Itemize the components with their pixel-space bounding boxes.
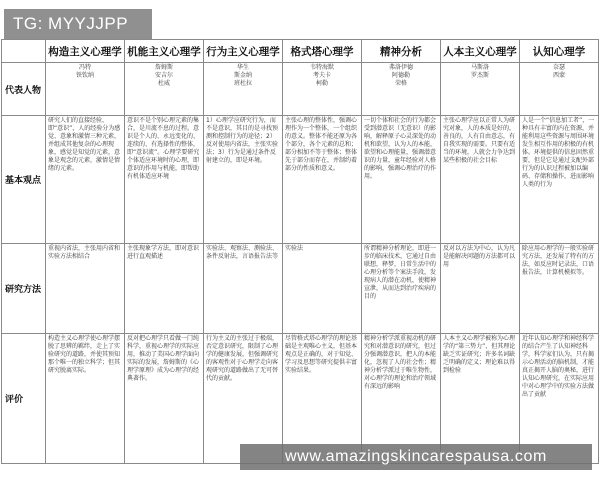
views-cell: 意识不是个别心理元素的集合，是川流不息的过程。意识是个人的、永远变化的、连续的、有选择性的整体，即“意识流”。心理学要研究个体适应环境时的心理，即意识的作用与机能，即帮助有机体适应环境: [125, 116, 204, 244]
people-cell: [441, 63, 520, 116]
eval-cell: 构造主义心理学使心理学摆脱了思辨的羁绊，走上了实验研究的道路，并使其预知那个唯一的独立科学；但其研究脱离实际。: [46, 334, 125, 464]
people-cell: [46, 63, 125, 116]
eval-cell: 精神分析学派重视动机的研究和对潜意识的研究，但过分强调潜意识，把人的本能化，忽视了人的社会性；精神分析学派过于唯生物性，对心理学的理论和治疗领域有深远的影响: [362, 334, 441, 464]
people-cell: [204, 63, 283, 116]
methods-cell: 主张现象学方法，即对意识进行直观描述: [125, 244, 204, 334]
eval-cell: 人本主义心理学被称为心理学的“第三势力”，但其理论缺乏实证研究；许多名词缺乏明确的定义；理论难以得到检验: [441, 334, 520, 464]
person-name: 铁钦纳: [75, 72, 94, 79]
person-name: 奈瑟: [552, 64, 565, 71]
col-header: 精神分析: [362, 40, 441, 63]
views-row: [2, 116, 599, 244]
views-cell: 人是一个“信息加工者”，一种具有丰富的内在资源，并能利用这些资源与周围环境发生相互作用的积极的有机体。环境提供的信息固然重要，但是它是通过支配外部行为的认识过程被加以编码、存储和操作，进而影响人类的行为: [520, 116, 599, 244]
methods-cell: 实验法、观察法、测验法、条件反射法，言语报告法等: [204, 244, 283, 334]
person-name: 马斯洛: [470, 64, 489, 71]
row-label-views: 基本观点: [2, 116, 46, 244]
methods-cell: 反对以方法为中心，认为凡是能解决问题的方法都可以用: [441, 244, 520, 334]
corner-cell: [2, 40, 46, 63]
person-name: 考夫卡: [312, 72, 331, 79]
eval-cell: 行为主义的主张过于极端，否定意识研究，限制了心理学的健康发展，但强调研究的客观性对于心理学走向客观研究的道路做出了无可替代的贡献。: [204, 334, 283, 464]
methods-cell: 实验法: [283, 244, 362, 334]
person-name: 詹姆斯: [154, 64, 173, 71]
person-name: 冯特: [78, 64, 91, 71]
methods-row: [2, 244, 599, 334]
row-label-methods: 研究方法: [2, 244, 46, 334]
person-name: 柯勒: [315, 80, 328, 87]
eval-cell: 尽管格式塔心理学的理论基础是主观唯心主义，但基本观点是正确的，对于知觉、学习及思想等研究提供丰富实验结果。: [283, 334, 362, 464]
row-label-eval: 评价: [2, 334, 46, 464]
col-header: 格式塔心理学: [283, 40, 362, 63]
person-name: 西蒙: [552, 72, 565, 79]
person-name: 荣格: [394, 80, 407, 87]
person-name: 班杜拉: [233, 80, 252, 87]
methods-cell: 除应用心理学的一般实验研究方法，还发展了特有的方法，如反应时记录法，口语报告法，计算机模拟等。: [520, 244, 599, 334]
people-cell: [520, 63, 599, 116]
col-header: 认知心理学: [520, 40, 599, 63]
methods-cell: 重视内省法，主张用内省和实验方法相结合: [46, 244, 125, 334]
person-name: 华生: [236, 64, 249, 71]
watermark-top: TG: MYYJJPP: [4, 9, 152, 39]
person-name: 弗洛伊德: [388, 64, 413, 71]
person-name: 罗杰斯: [470, 72, 489, 79]
people-cell: [283, 63, 362, 116]
person-name: 杜威: [157, 80, 170, 87]
col-header: 人本主义心理学: [441, 40, 520, 63]
person-name: 韦特海默: [309, 64, 334, 71]
views-cell: 主张心理学应以正常人为研究对象，人的本质是好的，善良的，人有自由意志，有自我实现的需要。只要有适当的环境，人就会力争达到某些积极的社会目标: [441, 116, 520, 244]
views-cell: 一切个体和社会的行为都会受到潜意识（无意识）的影响，解释原子心灵深处的动机和欲望，认为人的本能，欲望和心理能量，强调潜意识的力量，童年经验对人格的影响，强调心理治疗的作用。: [362, 116, 441, 244]
eval-cell: 近年认知心理学和神经科学的结合产生了认知神经科学，科学家们认为，只有揭示心理活动的脑机制，才能真正揭开人脑的奥秘，进行认知心理研究，在实际应用中对心理学中的实验方法做出了贡献: [520, 334, 599, 464]
row-label-people: 代表人物: [2, 63, 46, 116]
people-cell: [362, 63, 441, 116]
people-row: [2, 63, 599, 116]
col-header: 机能主义心理学: [125, 40, 204, 63]
header-row: [2, 40, 599, 63]
col-header: 构造主义心理学: [46, 40, 125, 63]
person-name: 阿德勒: [391, 72, 410, 79]
methods-cell: 所谓精神分析理论，即进一步的临床技术，它通过自由联想，释梦，日常生活中的心理分析等个案法手段，发现病人的潜在动机，使精神宣泄，从而达到治疗疾病的目的: [362, 244, 441, 334]
views-cell: 1）心理学应研究行为，而不是意识，其目的是寻找预测和控制行为的途径；2）反对使用内省法，主张实验法；3）行为是通过条件反射建立的，即是环境。: [204, 116, 283, 244]
watermark-bottom: www.amazingskincarespausa.com: [240, 444, 592, 470]
people-cell: [125, 63, 204, 116]
views-cell: 研究人们的直接经验，即“意识”，人的经验分为感觉、意象和激情三种元素，并组成其他复杂的心理现象，感觉是知觉的元素，意象是观念的元素，激情是情绪的元素。: [46, 116, 125, 244]
person-name: 斯金纳: [233, 72, 252, 79]
col-header: 行为主义心理学: [204, 40, 283, 63]
views-cell: 主张心理的整体性，强调心理作为一个整体，一个组织的意义。整体不能还原为各个部分，各个元素的总和；部分相加不等于整体；整体先于部分而存在，并制约着部分的性质和意义。: [283, 116, 362, 244]
psychology-schools-table: [1, 39, 599, 464]
eval-cell: 反对把心理学只看做一门纯科学，重视心理学的实际应用，推动了美国心理学面向实际的发展，詹姆斯的《心理学原理》成为心理学的经典著作。: [125, 334, 204, 464]
person-name: 安吉尔: [154, 72, 173, 79]
